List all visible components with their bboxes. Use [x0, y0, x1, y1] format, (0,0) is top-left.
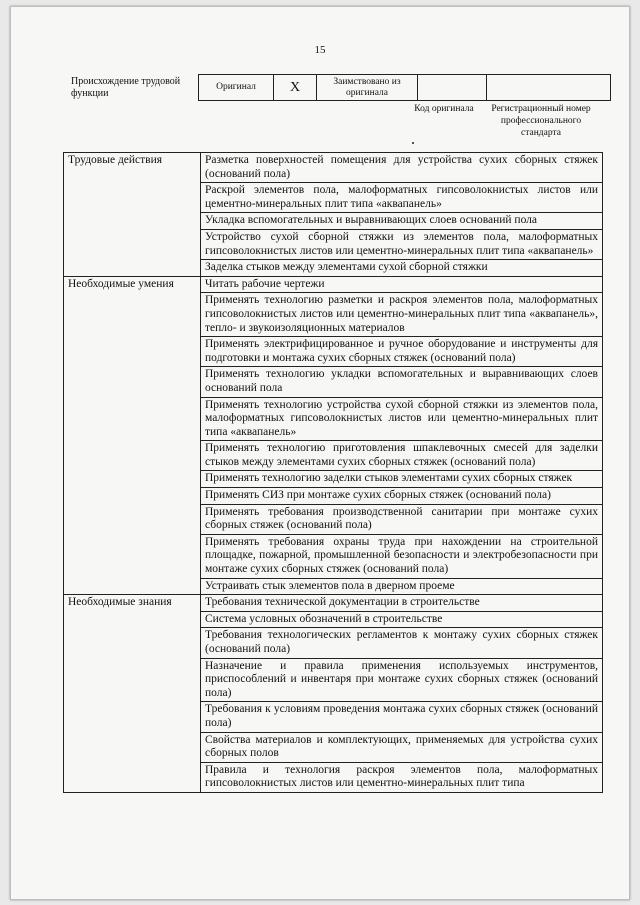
origin-code-cell	[418, 75, 487, 101]
table-row	[64, 276, 603, 293]
origin-borrowed-cell: Заимствовано из оригинала	[317, 75, 418, 101]
requirement-cell: Разметка поверхностей помещения для устройства сухих сборных стяжек (оснований пола)	[201, 153, 603, 183]
requirement-cell: Применять СИЗ при монтаже сухих сборных стяжек (оснований пола)	[201, 488, 603, 505]
table-row	[64, 595, 603, 612]
requirement-cell: Читать рабочие чертежи	[201, 276, 603, 293]
section-heading: Необходимые умения	[64, 276, 201, 594]
section-heading: Необходимые знания	[64, 595, 201, 793]
requirement-cell: Устройство сухой сборной стяжки из элементов пола, малоформатных гипсоволокнистых листов или цементно-минеральных плит типа «аквапанель»	[201, 229, 603, 259]
code-hint: Код оригинала	[414, 104, 474, 114]
requirement-cell: Требования технологических регламентов к монтажу сухих сборных стяжек (оснований пола)	[201, 628, 603, 658]
requirement-cell: Система условных обозначений в строительстве	[201, 611, 603, 628]
origin-mark-cell: X	[274, 75, 317, 101]
section-heading: Трудовые действия	[64, 153, 201, 277]
origin-table	[198, 74, 611, 101]
requirement-cell: Применять технологию разметки и раскроя элементов пола, малоформатных гипсоволокнистых листов или цементно-минеральных плит типа «аквапанель», тепло- и звукоизоляционных материалов	[201, 293, 603, 337]
page-number: 15	[314, 44, 326, 56]
requirement-cell: Требования технической документации в строительстве	[201, 595, 603, 612]
requirement-cell: Применять технологию приготовления шпаклевочных смесей для заделки стыков между элементами сухих сборных стяжек (оснований пола)	[201, 441, 603, 471]
function-table	[63, 152, 603, 793]
requirement-cell: Заделка стыков между элементами сухой сборной стяжки	[201, 260, 603, 277]
origin-label: Происхождение трудовой функции	[71, 76, 181, 99]
reg-number-hint: Регистрационный номер профессионального стандарта	[491, 104, 591, 138]
requirement-cell: Применять электрифицированное и ручное оборудование и инструменты для подготовки и монтажа сухих сборных стяжек (оснований пола)	[201, 337, 603, 367]
requirement-cell: Назначение и правила применения используемых инструментов, приспособлений и инвентаря при монтаже сухих сборных стяжек (оснований пола)	[201, 658, 603, 702]
origin-reg-cell	[487, 75, 611, 101]
scan-dot	[412, 142, 414, 144]
requirement-cell: Применять технологию устройства сухой сборной стяжки из элементов пола, малоформатных гипсоволокнистых листов или цементно-минеральных плит типа «аквапанель»	[201, 397, 603, 441]
origin-original-cell: Оригинал	[199, 75, 274, 101]
requirement-cell: Применять требования охраны труда при нахождении на строительной площадке, пожарной, промышленной безопасности и электробезопасности при монтаже сухих сборных стяжек (оснований пола)	[201, 534, 603, 578]
table-row	[64, 153, 603, 183]
requirement-cell: Укладка вспомогательных и выравнивающих слоев оснований пола	[201, 213, 603, 230]
requirement-cell: Правила и технология раскроя элементов пола, малоформатных гипсоволокнистых листов или цементно-минеральных плит типа	[201, 762, 603, 792]
requirement-cell: Свойства материалов и комплектующих, применяемых для устройства сухих сборных полов	[201, 732, 603, 762]
requirement-cell: Требования к условиям проведения монтажа сухих сборных стяжек (оснований пола)	[201, 702, 603, 732]
requirement-cell: Применять требования производственной санитарии при монтаже сухих сборных стяжек (оснований пола)	[201, 504, 603, 534]
requirement-cell: Применять технологию укладки вспомогательных и выравнивающих слоев оснований пола	[201, 367, 603, 397]
requirement-cell: Устраивать стык элементов пола в дверном проеме	[201, 578, 603, 595]
requirement-cell: Раскрой элементов пола, малоформатных гипсоволокнистых листов или цементно-минеральных плит типа «аквапанель»	[201, 183, 603, 213]
requirement-cell: Применять технологию заделки стыков элементами сухих сборных стяжек	[201, 471, 603, 488]
